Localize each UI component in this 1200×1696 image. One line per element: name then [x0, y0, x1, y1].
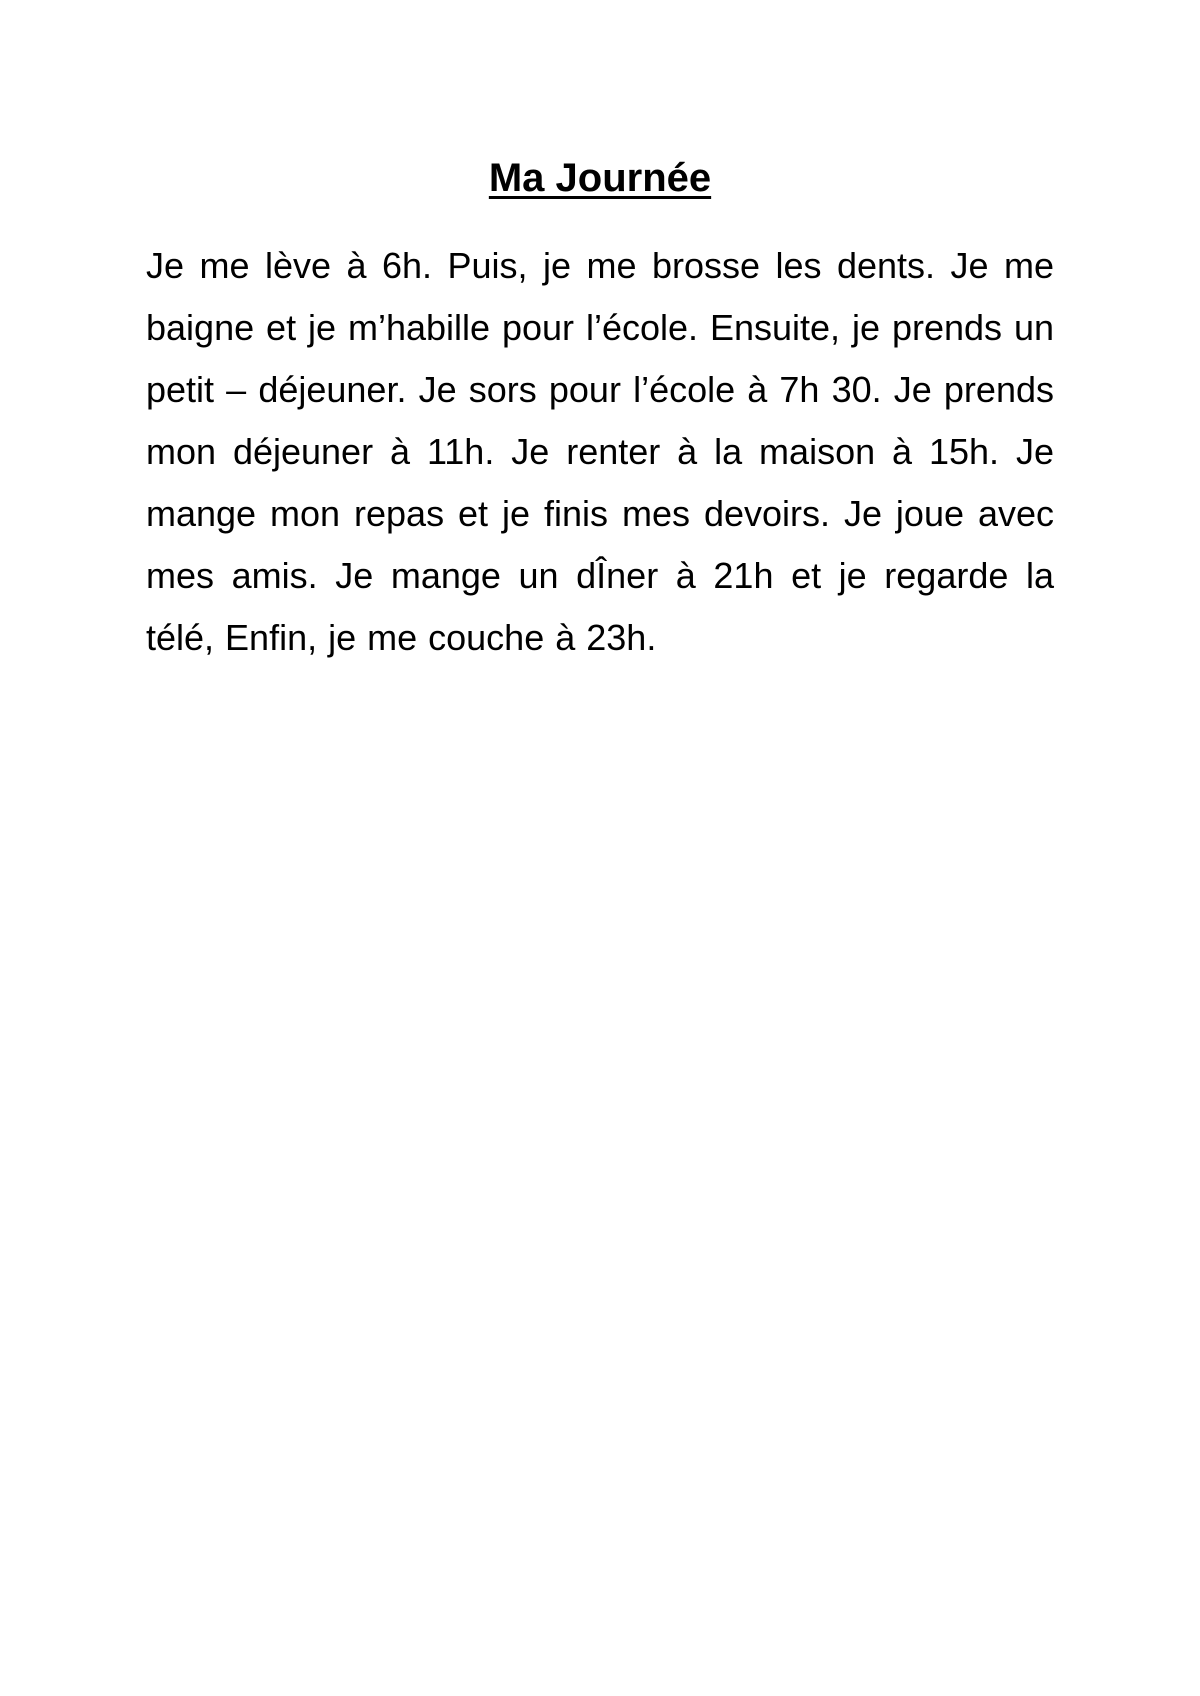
- page-title-text: Ma Journée: [488, 156, 712, 200]
- page-title: [0, 150, 1200, 206]
- body-paragraph: Je me lève à 6h. Puis, je me brosse les dents. Je me baigne et je m’habille pour l’école. Ensuite, je prends un petit – déjeuner. Je sors pour l’école à 7h 30. Je prends mon déjeuner à 11h. Je renter à la maison à 15h. Je mange mon repas et je finis mes devoirs. Je joue avec mes amis. Je mange un dÎner à 21h et je regarde la télé, Enfin, je me couche à 23h.: [146, 245, 1054, 658]
